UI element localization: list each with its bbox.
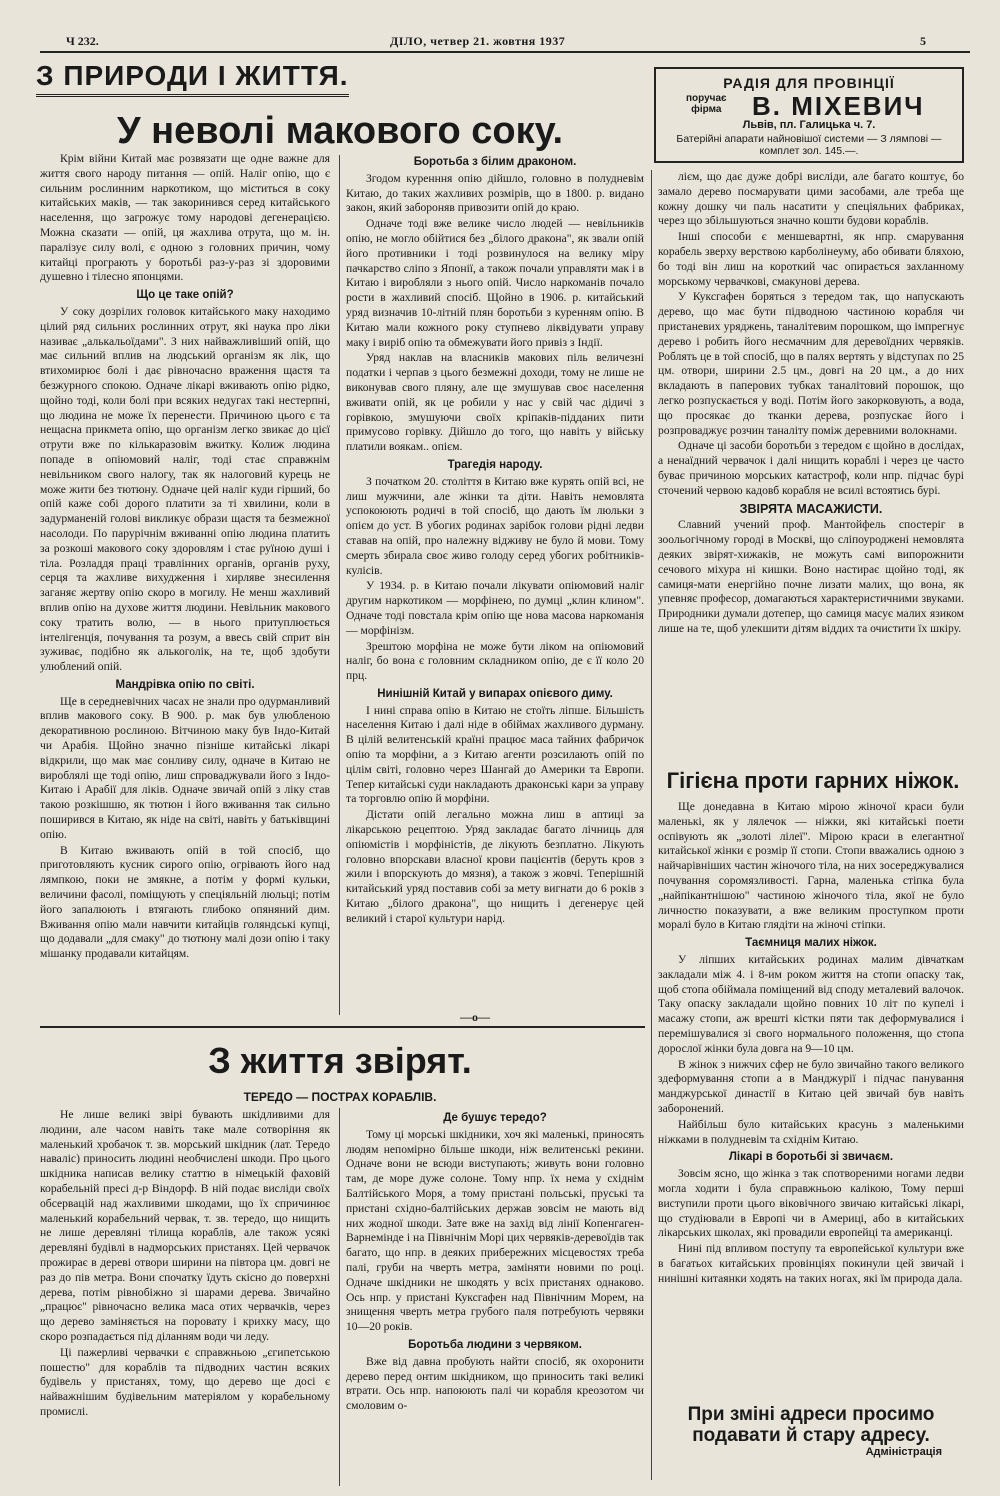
subheading: Боротьба людини з червяком. <box>408 1338 582 1351</box>
issue-number: Ч 232. <box>66 34 99 48</box>
paragraph: Крім війни Китай має розвязати ще одне важне для життя свого народу питання — опій. Наліг опію, що є сильним рослинним наркотиком, що міститься в соку китайських маків, — так закоринився серед китайського населення, що загрожує тому народові дегенерацією. Можна сказати — опій, ця жахлива отрута, що м. ін. паралізує силу волі, є одною з головних причин, чому китайці програють у боротьбі раз-у-раз зі здоровими душевно і тілесно японцями. <box>40 152 330 284</box>
subheading: Нинішній Китай у випарах опієвого диму. <box>377 687 613 700</box>
paragraph: В жінок з нижчих сфер не було звичайно такого великого здеформування стопи а в Манджурії і підчас панування манджурської династії в Китаю цей звичай був навіть заборонений. <box>658 1057 964 1115</box>
article1-title: У неволі макового соку. <box>116 110 564 152</box>
paragraph: У Куксгафен боряться з тередом так, що напускають дерево, що має бути підводною частиною корабля чи пристаневих уряджень, таналітевим порошком, що імпрегнує дерево і робить його несмачним для деревоїдних червяків. Роблять це в той спосіб, що в палях вертять у відступах по 25 цм. отвори, ширини 2.5 цм., довгі на 20 цм., а до них вкладають в паперових тубках таналітовий порошок, що легко розпускається у воді. Потім його закорковують, а вода, що просякає до тканки дерева, розпускає його і розпроваджує розчин таналіту поміж деревними волокнами. <box>658 290 964 437</box>
notice-line1: При зміні адреси просимо <box>687 1404 935 1425</box>
header-rule <box>40 51 970 53</box>
paragraph: У 1934. р. в Китаю почали лікувати опіюмовий наліг другим наркотиком — морфінею, по думці „клин клином". Одначе тоді повстала крім опію ще нова масова наркоманія — морфінізм. <box>346 579 644 637</box>
paragraph: Ще донедавна в Китаю мірою жіночої краси були маленькі, як у лялечок — ніжки, які китайські поети оспівують як „золоті лілеї". Мірою краси в елегантної китайської жінки є розмір її стопи. Стопи вважались одною з найчарівніших частин жіночого тіла, на них зосереджувалися почування соромязливості. Гарна, маленька стіпка була „найпікантнішою" частиною жіночого тіла, якої не було личностю показувати, а вже великим проступком проти моралі було в Китаю глядіти на жіночі стіпки. <box>658 800 964 932</box>
ad-address: Львів, пл. Галицька ч. 7. <box>742 119 876 131</box>
paragraph: Інші способи є меншевартні, як нпр. смарування корабель зверху верствою карболінеуму, або обивати бляхою, бо тоді він лиш на короткий час опирається захланному морському червачкові, смакунові дерева. <box>658 230 964 288</box>
separator: —o— <box>460 1010 490 1024</box>
subheading: Що це таке опій? <box>136 289 234 302</box>
paragraph: Тому ці морські шкідники, хоч які маленькі, приносять людям непомірно більше шкоди, ніж велитенські рекини. Одначе вони не всюди виступають; живуть вони головно там, де море дуже солоне. Тому нпр. їх нема у східнім Балтійського Моря, а тому пристані польські, пруські та пристані східно-балтійських держав зовсім не мають від них жодної шкоди. Зате вже на захід від лінії Копенгаген-Варнемінде і на Північнім Морі цих червяків-деревоїдів так багато, що нпр. в деяких прибережних місцевостях треба палі, груби на чверть метра, заміняти новими по році. Одначе шкідники не шкодять у всіх пристанях однаково. Ось нпр. у пристані Куксгафен над Північним Морем, на знищення чверть метра грубого паля потребують червяки 10—20 років. <box>346 1127 644 1334</box>
article2-title: З життя звірят. <box>208 1040 472 1081</box>
article3-title: Гігієна проти гарних ніжок. <box>666 768 960 793</box>
subheading: Трагедія народу. <box>447 458 543 471</box>
ad-firm-prefix: поручає фірма <box>686 93 727 115</box>
article2-continuation <box>658 170 964 760</box>
subheading: Лікарі в боротьбі зі звичаєм. <box>728 1151 894 1164</box>
paragraph: У ліпших китайських родинах малим дівчаткам закладали між 4. і 8-им роком життя на стопи опаску так, щоб стопа обіймала поміщений від споду металевий валочок. Таку опаску закладали щойно повних 10 літ по купелі і масажу стопи, аж врешті кістки пяти так деформувалися і перемішувалися зі свого нормального положення, що стопа дорослої жінки була довга на 9—10 цм. <box>658 952 964 1055</box>
article1-column2 <box>346 152 644 1010</box>
paragraph: Вже від давна пробують найти спосіб, як охоронити дерево перед онтим шкідником, що приносить такі великі втрати. Ось нпр. напоюють палі чи корабля креозотом чи смоловим о- <box>346 1354 644 1413</box>
paragraph: Зовсім ясно, що жінка з так спотвореними ногами ледви могла ходити і була справжньою калікою, Тому перші виступили проти цього віковічного звичаю китайські лікарі, що студіювали в Европі чи в Америці, або в китайських лікарських школах, які провадили европейці та американці. <box>658 1167 964 1240</box>
ad-title: РАДІЯ ДЛЯ ПРОВІНЦІЇ <box>723 75 895 91</box>
column-rule <box>339 1108 340 1486</box>
paragraph: Нині під впливом поступу та европейської культури вже в багатьох китайських провінціях покинули цей звичай і нинішні китаянки ходять на таких ногах, які їм природа дала. <box>658 1242 964 1285</box>
paragraph: Згодом куренння опію дійшло, головно в полудневім Китаю, до таких жахливих розмірів, що в 1800. р. видано закон, який забороняв привозити опій до краю. <box>346 171 644 215</box>
article2-subtitle: ТЕРЕДО — ПОСТРАХ КОРАБЛІВ. <box>243 1090 437 1104</box>
subheading: Боротьба з білим драконом. <box>413 156 577 168</box>
article1-column1 <box>40 152 330 1018</box>
column-rule <box>651 170 652 1480</box>
page-header <box>0 34 1000 50</box>
article2-column2 <box>346 1108 644 1486</box>
notice-line2: подавати й стару адресу. <box>692 1425 930 1446</box>
column-rule <box>339 155 340 1015</box>
paragraph: Найбільш було китайських красунь з маленькими ніжками в полудневім та східнім Китаю. <box>658 1117 964 1146</box>
section-title: З ПРИРОДИ І ЖИТТЯ. <box>36 60 349 97</box>
article3-body <box>658 800 964 1398</box>
paragraph: Ще в середневічних часах не знали про одурманливий вплив макового соку. В 900. р. мак був улюбленою декоративною рослиною. Вітчиною маку був Індо-Китай чи Арабія. Щойно значно пізніше китайські лікарі відкрили, що мак має сонливу силу, одначе в Китаю не вироблялі ще тоді опію, лиш спроваджували його з Індо-Китаю і Арабії для ліків. Одначе звичай опій з ліку став такою розкішшю, як тютюн і його вживання так сильно поширився в Китаю, як ніде на світі, навіть у батьківщині опію. <box>40 694 330 841</box>
paragraph: лієм, що дає дуже добрі висліди, але багато коштує, бо замало дерево посмарувати цими засобами, але треба ще кожну дошку чи паль насатити у спеціяльних фабриках, через що збільшуються значно кошти будови кораблів. <box>658 170 964 228</box>
ad-firm-name: В. МІХЕВИЧ <box>752 91 925 121</box>
paragraph: З початком 20. століття в Китаю вже курять опій всі, не лиш мужчини, але жінки та діти. Навіть немовлята успокоюють родичі в той спосіб, що дають їм люльки з опієм до уст. В убогих родинах зарібок голови рідні ледви ставав на опій, про належну відживу не було й мови. Тому смерть збирала своє живо голоду серед убогих робітників-кулісів. <box>346 474 644 577</box>
paragraph: У соку дозрілих головок китайського маку находимо цілий ряд сильних рослинних отрут, які наука про ліки називає „алькальоїдами". З них найважливіший опій, що має сильний вплив на людський організм як лік, що втихомирює болі і дає рівночасно враження щастя та безжурного спокою. Одначе лікарі вживають опію рідко, щойно тоді, коли болі при всяких недугах такі нестерпні, що людина не може їх перенести. Причиною цього є та нещасна прикмета опію, що організм легко звикає до цієї отрути вже по кількаразовім вжитку. Колиж людина попаде в опіюмовий наліг, тоді стає справжнім невільником свого налогу, так як налоговий курець не може жити без тютюну. Одначе цей наліг куди гірший, бо опій каже собі дорого платити за ті хвилини, коли в задурманеній голові викликує образи щастя та безмежної насолоди. По парурічнім вживанні опію людина платить за розкоші макового соку здоровлям і стає руїною душі і тіла. Розладдя праці травлінних органів, органів руху, серця та жахливе вихудження і хирляве знесилення заганяє жертву опію скоро в могилу. Не менш жахливий вплив опію на духове життя людини. Невільник макового соку тратить волю, — в нього притуплюється інтелігенція, почування та розум, а ввесь свій сприт він зуживає, подібно як алькоголік, на те, щоб здобути улюблений опій. <box>40 304 330 674</box>
paragraph: В Китаю вживають опій в той спосіб, що приготовляють кусник сирого опію, огрівають його над лямпкою, поки не змякне, а потім у формі кульки, величини фасолі, поміщують у спеціяльній люльці; потім його запалюють і втягають глибоко опяняний дим. Вживання опію мали навчити китайців голяндські купці, що додавали „для смаку" до тютюну малі дози опію і таку мішанку продавали китайцям. <box>40 843 330 961</box>
masthead-date: ДІЛО, четвер 21. жовтня 1937 <box>390 34 566 48</box>
paragraph: Славний учений проф. Мантойфель спостеріг в зоольогічному городі в Москві, що сліпоуроджені немовлята деяких звірят-хижаків, не можуть самі випорожнити сечового міхура ні кишки. Воно настирає щойно тоді, як самиця-мати енергійно почне лизати малих, що вона, як упевняє професор, домагаються характеристичними звуками. Природники думали дотепер, що самиця масує малих язиком лише на те, щоб улекшити дітям віддих та очистити їх шкіру. <box>658 518 964 635</box>
paragraph: Не лише великі звірі бувають шкідливими для людини, але часом навіть таке мале сотворіння як маленький хробачок т. зв. морський шкідник (лат. Тередо наваліс) приносить людині необчислені шкоди. Про цього шкідника написав велику статтю в німецькій фаховій корабельній пресі д-р Віндорф. В ній подає висліди своїх обсервацій над жахливими шкодами, що їх спричинює маленький корабельний червак, т. зв. тередо, що нищить не лише деревляні тілища кораблів, але також усякі деревляні будівлі в надморських пристанях. Цей червачок прожирає в дереві отвори ширини на півтора цм. довгі не раз до пів метра. Вони спочатку їдуть скісно до поверхні дерева, потім рівнобіжно зі шарами дерева. Звичайно „працює" рівночасно велика маса отих червачків, через що дерево заміняється на поровату і крихку масу, що скоро розпадається під діланням води чи леду. <box>40 1108 330 1343</box>
page-number: 5 <box>920 34 926 48</box>
subheading: Мандрівка опію по світі. <box>115 678 255 691</box>
paragraph: Уряд наклав на власників макових піль величезні податки і черпав з цього безмежні доходи, тому не лише не виконував свого пляну, але ще змушував своє населення вживати опій, як це робили у нас у свій час дідичі з горівкою, змушуючи своїх кріпаків-підданих пити примусово горівку. Дійшло до того, що навіть у війську платили воякам.. опієм. <box>346 351 644 454</box>
subheading: ЗВІРЯТА МАСАЖИСТИ. <box>739 501 883 516</box>
paragraph: Зрештою морфіна не може бути ліком на опіюмовий наліг, бо вона є головним складником опію, де є її коло 20 прц. <box>346 639 644 683</box>
ad-description: Батерійні апарати найновішої системи — З лямпові — комплет зол. 145.—. <box>676 133 942 157</box>
paragraph: Одначе ці засоби боротьби з тередом є щойно в дослідах, а ненаїдний червачок і далі нищить кораблі і через це часто буває причиною морських катастроф, коли нпр. підчас бурі сточений червою кадовб корабля не всилі встоятись бурі. <box>658 439 964 497</box>
paragraph: І нині справа опію в Китаю не стоїть ліпше. Більшість населення Китаю і далі ніде в обіймах жахливого дурману. В цілій велитенській країні працює маса тайних фабричок опію та морфіни, а з Китаю агенти розсилають опій по цілім світі, головно через Шангай до Америки та Европи. Тепер китайські суди накладають драконські кари за управу та торговлю опію й морфіни. <box>346 703 644 806</box>
paragraph: Дістати опій легально можна лиш в аптиці за лікарською рецептою. Уряд закладає багато лічниць для опіюмістів і морфіністів, де лікують безплатно. Лікують головно впорскави власної крови пацієнтів (беруть кров з жили і впорскують до мязня), а також з жовчі. Теперішній китайський уряд поставив собі за мету вигнати до 6 років з Китаю „білого дракона", що нищить і дегенерує цей великий і старої культури нарід. <box>346 808 644 925</box>
paragraph: Одначе тоді вже велике число людей — невільників опію, не могло обійтися без „білого дракона", як звали опій його противники і тоді розвинулося на велику міру пачкарство сліпо з Японії, а також почали управляти мак і в Китаю і виробляли з нього опій. Число наркоманів почало рости в жахливий спосіб. Щойно в 1906. р. китайський уряд визначив 10-літній плян боротьби з куренням опію. В Китаю мали кожного року ступнево ліквідувати управу маку і виріб опію та обмежувати його привіз з Індії. <box>346 217 644 349</box>
section-rule <box>40 1026 645 1028</box>
subheading: Де бушує тередо? <box>443 1112 547 1124</box>
subheading: Таємниця малих ніжок. <box>745 937 877 950</box>
article2-column1 <box>40 1108 330 1486</box>
address-notice <box>658 1404 964 1458</box>
notice-signature: Адміністрація <box>865 1446 942 1458</box>
radio-advertisement <box>654 67 964 163</box>
paragraph: Ці пажерливі червачки є справжньою „єгипетською пошестю" для кораблів та підводних частин всяких будівель у пристанях, тому, що дерево ще досі є найважнішим будівельним матеріялом у корабельному промислі. <box>40 1345 330 1418</box>
